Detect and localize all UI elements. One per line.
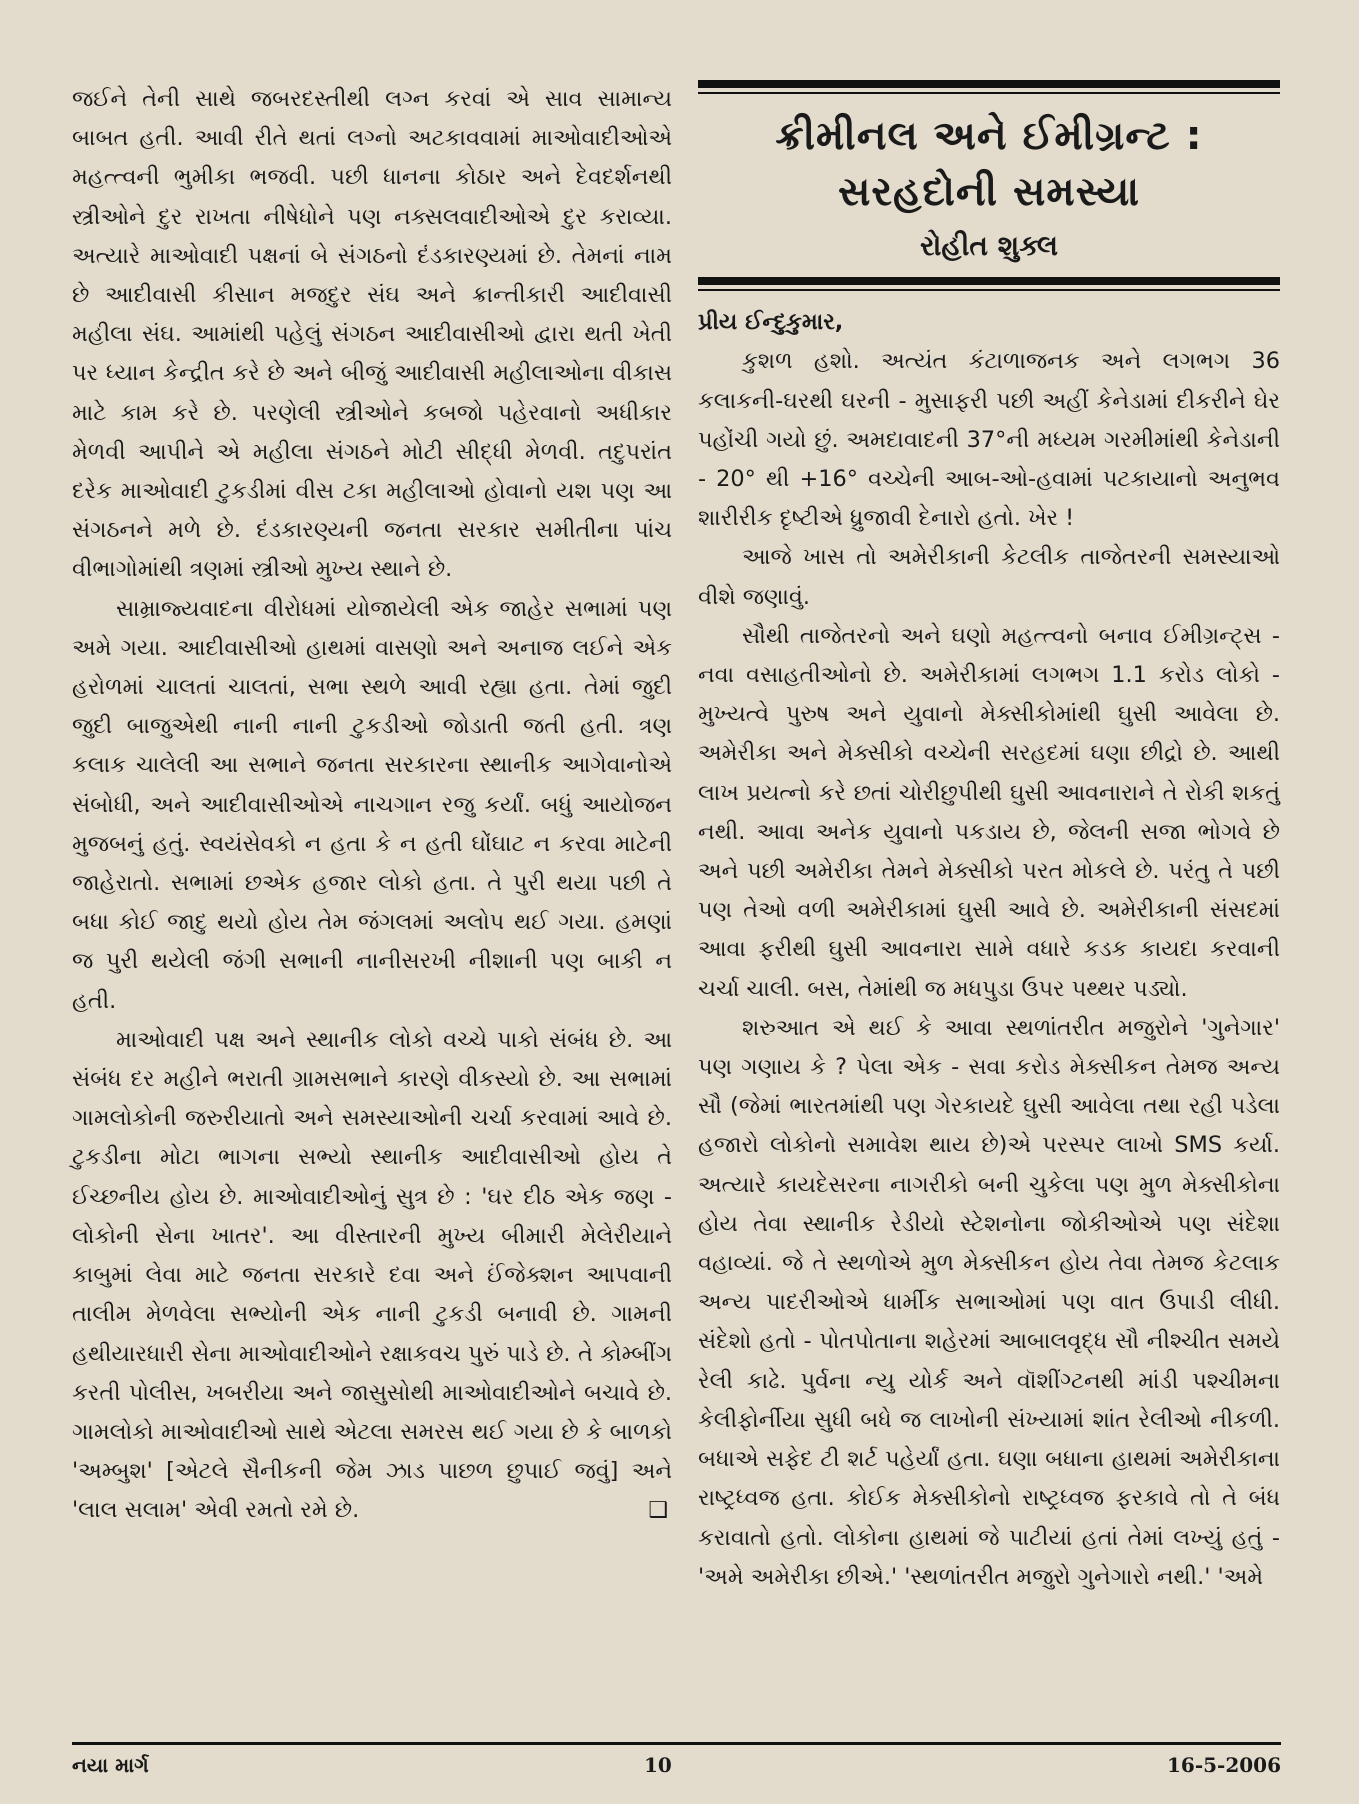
left-column — [72, 80, 672, 1531]
right-paragraph-1: કુશળ હશો. અત્યંત કંટાળાજનક અને લગભગ 36 કલાકની-ઘરથી ઘરની - મુસાફરી પછી અહીં કેનેડામાં દીકરીને ઘેર પહોંચી ગયો છું. અમદાવાદની 37°ની મધ્યમ ગરમીમાંથી કેનેડાની - 20° થી +16° વચ્ચેની આબ-ઓ-હવામાં પટકાયાનો અનુભવ શારીરીક દૃષ્ટીએ ધ્રુજાવી દેનારો હતો. ખેર ! — [698, 348, 1280, 532]
left-paragraph-1: જઈને તેની સાથે જબરદસ્તીથી લગ્ન કરવાં એ સાવ સામાન્ય બાબત હતી. આવી રીતે થતાં લગ્નો અટકાવવામાં માઓવાદીઓએ મહત્ત્વની ભુમીકા ભજવી. પછી ધાનના કોઠાર અને દેવદર્શનથી સ્ત્રીઓને દુર રાખતા નીષેધોને પણ નક્સલવાદીઓએ દુર કરાવ્યા. અત્યારે માઓવાદી પક્ષનાં બે સંગઠનો દંડકારણ્યમાં છે. તેમનાં નામ છે આદીવાસી કીસાન મજદુર સંઘ અને ક્રાન્તીકારી આદીવાસી મહીલા સંઘ. આમાંથી પહેલું સંગઠન આદીવાસીઓ દ્વારા થતી ખેતી પર ધ્યાન કેન્દ્રીત કરે છે અને બીજું આદીવાસી મહીલાઓના વીકાસ માટે કામ કરે છે. પરણેલી સ્ત્રીઓને કબજો પહેરવાનો અધીકાર મેળવી આપીને એ મહીલા સંગઠને મોટી સીદ્ધી મેળવી. તદુપરાંત દરેક માઓવાદી ટુકડીમાં વીસ ટકા મહીલાઓ હોવાનો યશ પણ આ સંગઠનને મળે છે. દંડકારણ્યની જનતા સરકાર સમીતીના પાંચ વીભાગોમાંથી ત્રણમાં સ્ત્રીઓ મુખ્ય સ્થાને છે. — [72, 86, 672, 583]
article-title-line-2: સરહદોની સમસ્યા — [837, 169, 1141, 215]
article-title — [698, 108, 1280, 220]
right-paragraph-3: સૌથી તાજેતરનો અને ઘણો મહત્ત્વનો બનાવ ઈમીગ્રન્ટ્સ - નવા વસાહતીઓનો છે. અમેરીકામાં લગભગ 1.1 કરોડ લોકો - મુખ્યત્વે પુરુષ અને યુવાનો મેક્સીકોમાંથી ઘુસી આવેલા છે. અમેરીકા અને મેક્સીકો વચ્ચેની સરહદમાં ઘણા છીદ્રો છે. આથી લાખ પ્રયત્નો કરે છતાં ચોરીછુપીથી ઘુસી આવનારાને તે રોકી શકતું નથી. આવા અનેક યુવાનો પકડાય છે, જેલની સજા ભોગવે છે અને પછી અમેરીકા તેમને મેક્સીકો પરત મોકલે છે. પરંતુ તે પછી પણ તેઓ વળી અમેરીકામાં ઘુસી આવે છે. અમેરીકાની સંસદમાં આવા ફરીથી ઘુસી આવનારા સામે વધારે કડક કાયદા કરવાની ચર્ચા ચાલી. બસ, તેમાંથી જ મધપુડા ઉપર પથ્થર પડ્યો. — [698, 622, 1280, 1002]
right-paragraph-4: શરુઆત એ થઈ કે આવા સ્થળાંતરીત મજુરોને 'ગુનેગાર' પણ ગણાય કે ? પેલા એક - સવા કરોડ મેક્સીકન તેમજ અન્ય સૌ (જેમાં ભારતમાંથી પણ ગેરકાયદે ઘુસી આવેલા તથા રહી પડેલા હજારો લોકોનો સમાવેશ થાય છે)એ પરસ્પર લાખો SMS કર્યા. અત્યારે કાયદેસરના નાગરીકો બની ચુકેલા પણ મુળ મેક્સીકોના હોય તેવા સ્થાનીક રેડીયો સ્ટેશનોના જોકીઓએ પણ સંદેશા વહાવ્યાં. જે તે સ્થળોએ મુળ મેક્સીકન હોય તેવા તેમજ કેટલાક અન્ય પાદરીઓએ ધાર્મીક સભાઓમાં પણ વાત ઉપાડી લીધી. સંદેશો હતો - પોતપોતાના શહેરમાં આબાલવૃદ્ધ સૌ નીશ્ચીત સમયે રેલી કાઢે. પુર્વના ન્યુ યોર્ક અને વૉશીંગ્ટનથી માંડી પશ્ચીમના કેલીફોર્નીયા સુધી બધે જ લાખોની સંખ્યામાં શાંત રેલીઓ નીકળી. બધાએ સફેદ ટી શર્ટ પહેર્યાં હતા. ઘણા બધાના હાથમાં અમેરીકાના રાષ્ટ્રધ્વજ હતા. કોઈક મેક્સીકોનો રાષ્ટ્રધ્વજ ફરકાવે તો તે બંધ કરાવાતો હતો. લોકોના હાથમાં જે પાટીયાં હતાં તેમાં લખ્યું હતું - 'અમે અમેરીકા છીએ.' 'સ્થળાંતરીત મજુરો ગુનેગારો નથી.' 'અમે — [698, 1014, 1280, 1590]
letter-salutation: પ્રીય ઈન્દુકુમાર, — [698, 309, 844, 336]
right-column — [698, 80, 1280, 1597]
title-top-rule-thin — [698, 92, 1280, 94]
page-number: 10 — [643, 1753, 672, 1777]
article-title-line-1: ક્રીમીનલ અને ઈમીગ્રન્ટ : — [775, 113, 1203, 159]
left-paragraph-3 — [72, 1021, 672, 1531]
magazine-name: નયા માર્ગ — [72, 1753, 149, 1777]
issue-date: 16-5-2006 — [1166, 1753, 1281, 1777]
title-top-rule — [698, 80, 1280, 88]
article-author: રોહીત શુક્લ — [919, 229, 1059, 262]
left-paragraph-3-text: માઓવાદી પક્ષ અને સ્થાનીક લોકો વચ્ચે પાકો સંબંધ છે. આ સંબંધ દર મહીને ભરાતી ગ્રામસભાને કારણે વીકસ્યો છે. આ સભામાં ગામલોકોની જરુરીયાતો અને સમસ્યાઓની ચર્ચા કરવામાં આવે છે. ટુકડીના મોટા ભાગના સભ્યો સ્થાનીક આદીવાસીઓ હોય તે ઈચ્છનીય હોય છે. માઓવાદીઓનું સુત્ર છે : 'ઘર દીઠ એક જણ - લોકોની સેના ખાતર'. આ વીસ્તારની મુખ્ય બીમારી મેલેરીયાને કાબુમાં લેવા માટે જનતા સરકારે દવા અને ઈંજેક્શન આપવાની તાલીમ મેળવેલા સભ્યોની એક નાની ટુકડી બનાવી છે. ગામની હથીયારધારી સેના માઓવાદીઓને રક્ષાકવચ પુરું પાડે છે. તે કોમ્બીંગ કરતી પોલીસ, ખબરીયા અને જાસુસોથી માઓવાદીઓને બચાવે છે. ગામલોકો માઓવાદીઓ સાથે એટલા સમરસ થઈ ગયા છે કે બાળકો 'અમ્બુશ' [એટલે સૈનીકની જેમ ઝાડ પાછળ છુપાઈ જવું] અને 'લાલ સલામ' એવી રમતો રમે છે. — [72, 1026, 672, 1524]
page-footer — [72, 1742, 1281, 1777]
end-mark-icon: ❑ — [648, 1498, 668, 1524]
title-bottom-rule — [698, 277, 1280, 285]
left-paragraph-2: સામ્રાજ્યવાદના વીરોધમાં યોજાયેલી એક જાહેર સભામાં પણ અમે ગયા. આદીવાસીઓ હાથમાં વાસણો અને અનાજ લઈને એક હરોળમાં ચાલતાં ચાલતાં, સભા સ્થળે આવી રહ્યા હતા. તેમાં જુદી જુદી બાજુએથી નાની નાની ટુકડીઓ જોડાતી જતી હતી. ત્રણ કલાક ચાલેલી આ સભાને જનતા સરકારના સ્થાનીક આગેવાનોએ સંબોધી, અને આદીવાસીઓએ નાચગાન રજુ કર્યાં. બધું આયોજન મુજબનું હતું. સ્વયંસેવકો ન હતા કે ન હતી ઘોંઘાટ ન કરવા માટેની જાહેરાતો. સભામાં છએક હજાર લોકો હતા. તે પુરી થયા પછી તે બધા કોઈ જાદુ થયો હોય તેમ જંગલમાં અલોપ થઈ ગયા. હમણાં જ પુરી થયેલી જંગી સભાની નાનીસરખી નીશાની પણ બાકી ન હતી. — [72, 595, 672, 1014]
right-paragraph-2: આજે ખાસ તો અમેરીકાની કેટલીક તાજેતરની સમસ્યાઓ વીશે જણાવું. — [698, 544, 1280, 610]
title-bottom-rule-thin — [698, 289, 1280, 291]
